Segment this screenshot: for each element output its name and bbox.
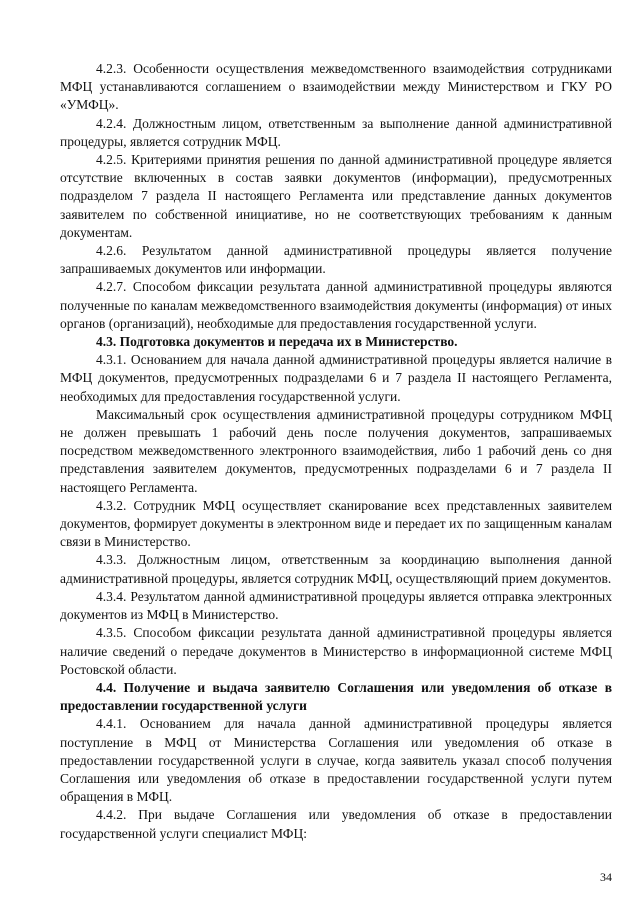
paragraph-4-4-2: 4.4.2. При выдаче Соглашения или уведомления об отказе в предоставлении государственной услуги специалист МФЦ: xyxy=(60,807,612,841)
paragraph-4-4-1: 4.4.1. Основанием для начала данной административной процедуры является поступление в МФЦ от Министерства Соглашения или уведомления об отказе в предоставлении государственной услуги в случае, когда заявитель указал способ получения Соглашения или уведомления об отказе в предоставлении государственной услуги путем обращения в МФЦ. xyxy=(60,716,612,805)
paragraph-4-3-5: 4.3.5. Способом фиксации результата данной административной процедуры является наличие сведений о передаче документов в Министерство в информационной системе МФЦ Ростовской области. xyxy=(60,625,612,677)
paragraph-4-2-5: 4.2.5. Критериями принятия решения по данной административной процедуре является отсутствие включенных в состав заявки документов (информации), предусмотренных подразделом 7 раздела II настоящего Регламента или представление данных документов заявителем по собственной инициативе, но не соответствующих требованиям к данным документам. xyxy=(60,152,612,240)
paragraph-4-3-2: 4.3.2. Сотрудник МФЦ осуществляет сканирование всех представленных заявителем документов, формирует документы в электронном виде и передает их по защищенным каналам связи в Министерство. xyxy=(60,497,612,550)
section-heading-4-3: 4.3. Подготовка документов и передача их в Министерство. xyxy=(96,334,458,350)
paragraph-4-2-6: 4.2.6. Результатом данной административной процедуры является получение запрашиваемых документов или информации. xyxy=(60,243,612,277)
paragraph-4-3-1: 4.3.1. Основанием для начала данной административной процедуры является наличие в МФЦ документов, предусмотренных подразделами 6 и 7 раздела II настоящего Регламента, необходимых для предоставления государственной услуги. xyxy=(60,352,612,404)
paragraph-4-2-7: 4.2.7. Способом фиксации результата данной административной процедуры являются полученные по каналам межведомственного взаимодействия документы (информация) от иных органов (организаций), необходимые для предоставления государственной услуги. xyxy=(60,279,612,331)
paragraph-4-2-3: 4.2.3. Особенности осуществления межведомственного взаимодействия сотрудниками МФЦ устанавливаются соглашением о взаимодействии между Министерством и ГКУ РО «УМФЦ». xyxy=(60,61,612,113)
page-number: 34 xyxy=(600,870,612,884)
paragraph-4-3-3: 4.3.3. Должностным лицом, ответственным за координацию выполнения данной административной процедуры, является сотрудник МФЦ, осуществляющий прием документов. xyxy=(60,552,612,586)
section-heading-4-4: 4.4. Получение и выдача заявителю Соглашения или уведомления об отказе в предоставлении государственной услуги xyxy=(60,679,612,714)
paragraph-4-3-4: 4.3.4. Результатом данной административной процедуры является отправка электронных документов из МФЦ в Министерство. xyxy=(60,588,612,623)
paragraph-4-2-4: 4.2.4. Должностным лицом, ответственным за выполнение данной административной процедуры, является сотрудник МФЦ. xyxy=(60,115,612,149)
document-page xyxy=(60,60,612,843)
paragraph-max-term: Максимальный срок осуществления административной процедуры сотрудником МФЦ не должен превышать 1 рабочий день после получения документов, запрашиваемых посредством межведомственного электронного взаимодействия, либо 1 рабочий день со дня представления заявителем документов, предусмотренных подразделами 6 и 7 раздела II настоящего Регламента. xyxy=(60,406,612,495)
